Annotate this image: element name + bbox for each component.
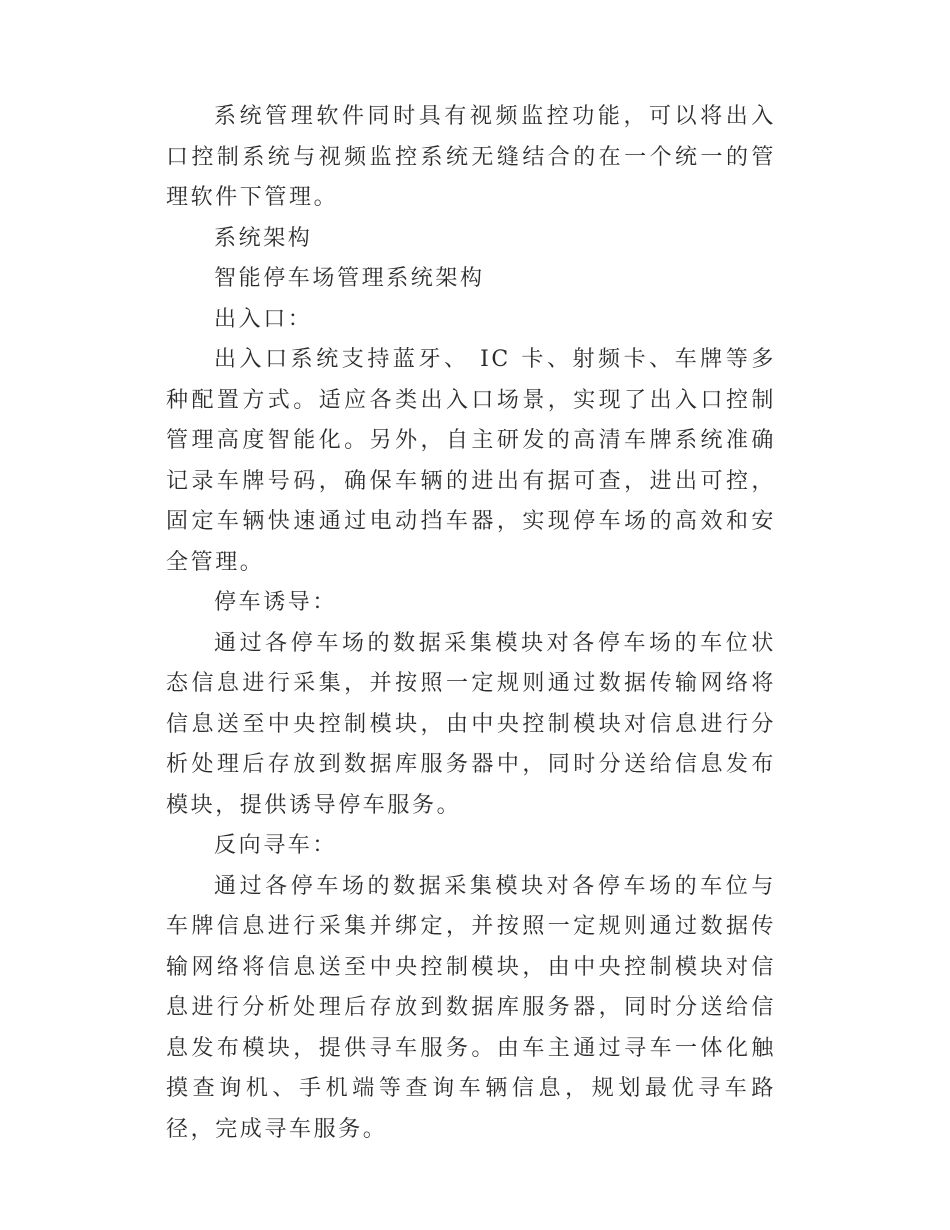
subheading-reverse-car-finding: 反向寻车：	[214, 833, 338, 858]
reverse-car-finding-paragraph: 通过各停车场的数据采集模块对各停车场的车位与车牌信息进行采集并绑定，并按照一定规则通过数据传输网络将信息送至中央控制模块，由中央控制模块对信息进行分析处理后存放到数据库服务器，同时分送给信息发布模块，提供寻车服务。由车主通过寻车一体化触摸查询机、手机端等查询车辆信息，规划最优寻车路径，完成寻车服务。	[166, 873, 776, 1142]
section-heading-architecture: 系统架构	[214, 225, 313, 251]
document-body	[166, 97, 776, 1150]
intro-paragraph: 系统管理软件同时具有视频监控功能，可以将出入口控制系统与视频监控系统无缝结合的在一个统一的管理软件下管理。	[166, 104, 776, 210]
entrance-exit-paragraph: 出入口系统支持蓝牙、 IC 卡、射频卡、车牌等多种配置方式。适应各类出入口场景，实现了出入口控制管理高度智能化。另外，自主研发的高清车牌系统准确记录车牌号码，确保车辆的进出有据可查，进出可控，固定车辆快速通过电动挡车器，实现停车场的高效和安全管理。	[166, 347, 776, 575]
parking-guidance-paragraph: 通过各停车场的数据采集模块对各停车场的车位状态信息进行采集，并按照一定规则通过数据传输网络将信息送至中央控制模块，由中央控制模块对信息进行分析处理后存放到数据库服务器中，同时分送给信息发布模块，提供诱导停车服务。	[166, 630, 776, 818]
subheading-parking-architecture: 智能停车场管理系统架构	[214, 266, 485, 291]
subheading-entrance-exit: 出入口：	[214, 306, 313, 332]
subheading-parking-guidance: 停车诱导：	[214, 590, 338, 615]
